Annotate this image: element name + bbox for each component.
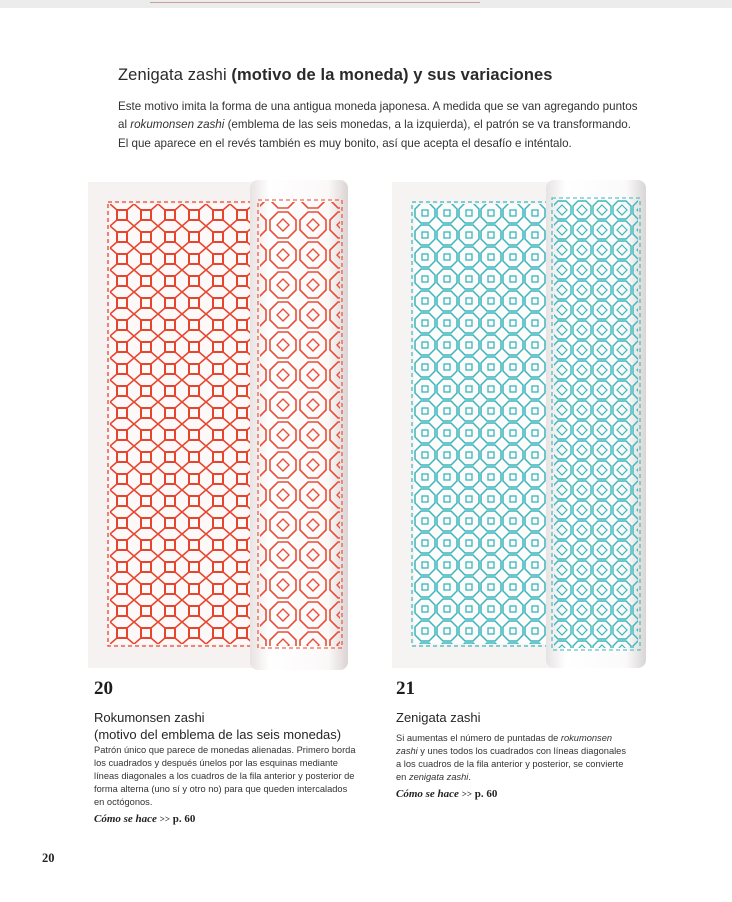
item-21-reference — [396, 788, 497, 800]
red-fabric-illustration — [88, 180, 352, 670]
item-21-ref-page: p. 60 — [474, 788, 498, 800]
item-20-subtitle-line2: (motivo del emblema de las seis monedas) — [94, 727, 342, 742]
title-regular: Zenigata zashi — [118, 66, 232, 84]
item-21-desc-1: Si aumentas el número de puntadas de — [396, 733, 561, 743]
item-number-20: 20 — [94, 678, 113, 699]
item-21-description — [396, 732, 626, 784]
item-20-reference — [94, 813, 195, 825]
item-20-subtitle-line1: Rokumonsen zashi — [94, 710, 205, 725]
teal-fabric-illustration — [392, 180, 650, 670]
intro-paragraph — [118, 98, 638, 153]
item-21-ref-arrow: >> — [461, 789, 472, 799]
item-21-desc-2: y unes todos los cuadrados con líneas diagonales a los cuadros de la fila anterior y posterior, se convierte en — [396, 746, 627, 782]
title-bold: (motivo de la moneda) y sus variaciones — [231, 66, 553, 84]
item-20-ref-label: Cómo se hace — [94, 813, 157, 825]
item-20-ref-page: p. 60 — [172, 813, 196, 825]
photo-rokumonsen-sample — [88, 180, 352, 670]
item-21-subtitle: Zenigata zashi — [396, 710, 481, 725]
page-number: 20 — [42, 851, 55, 865]
item-21-ref-label: Cómo se hace — [396, 788, 459, 800]
intro-italic: rokumonsen zashi — [130, 118, 225, 132]
item-21-desc-italic-1: rokumonsen zashi — [396, 733, 613, 756]
top-strip — [0, 0, 732, 8]
page-title — [118, 66, 553, 85]
item-20-subtitle — [94, 709, 341, 743]
item-20-ref-arrow: >> — [159, 814, 170, 824]
item-20-description: Patrón único que parece de monedas alienadas. Primero borda los cuadrados y después únelos por las esquinas mediante líneas diagonales a los cuadros de la fila anterior y posterior de forma alterna (uno sí y otro no) para que queden intercalados en octógonos. — [94, 745, 356, 807]
item-21-desc-3: . — [468, 772, 471, 782]
top-strip-line — [150, 2, 480, 3]
photo-zenigata-sample — [392, 180, 650, 670]
intro-text-2: (emblema de las seis monedas, a la izquierda), el patrón se va transformando. El que aparece en el revés también es muy bonito, así que acepta el desafío e inténtalo. — [118, 118, 631, 150]
item-21-desc-italic-2: zenigata zashi — [408, 772, 469, 782]
item-number-21: 21 — [396, 678, 415, 699]
intro-text-1: Este motivo imita la forma de una antigua moneda japonesa. A medida que se van agregando puntos al — [118, 100, 638, 132]
